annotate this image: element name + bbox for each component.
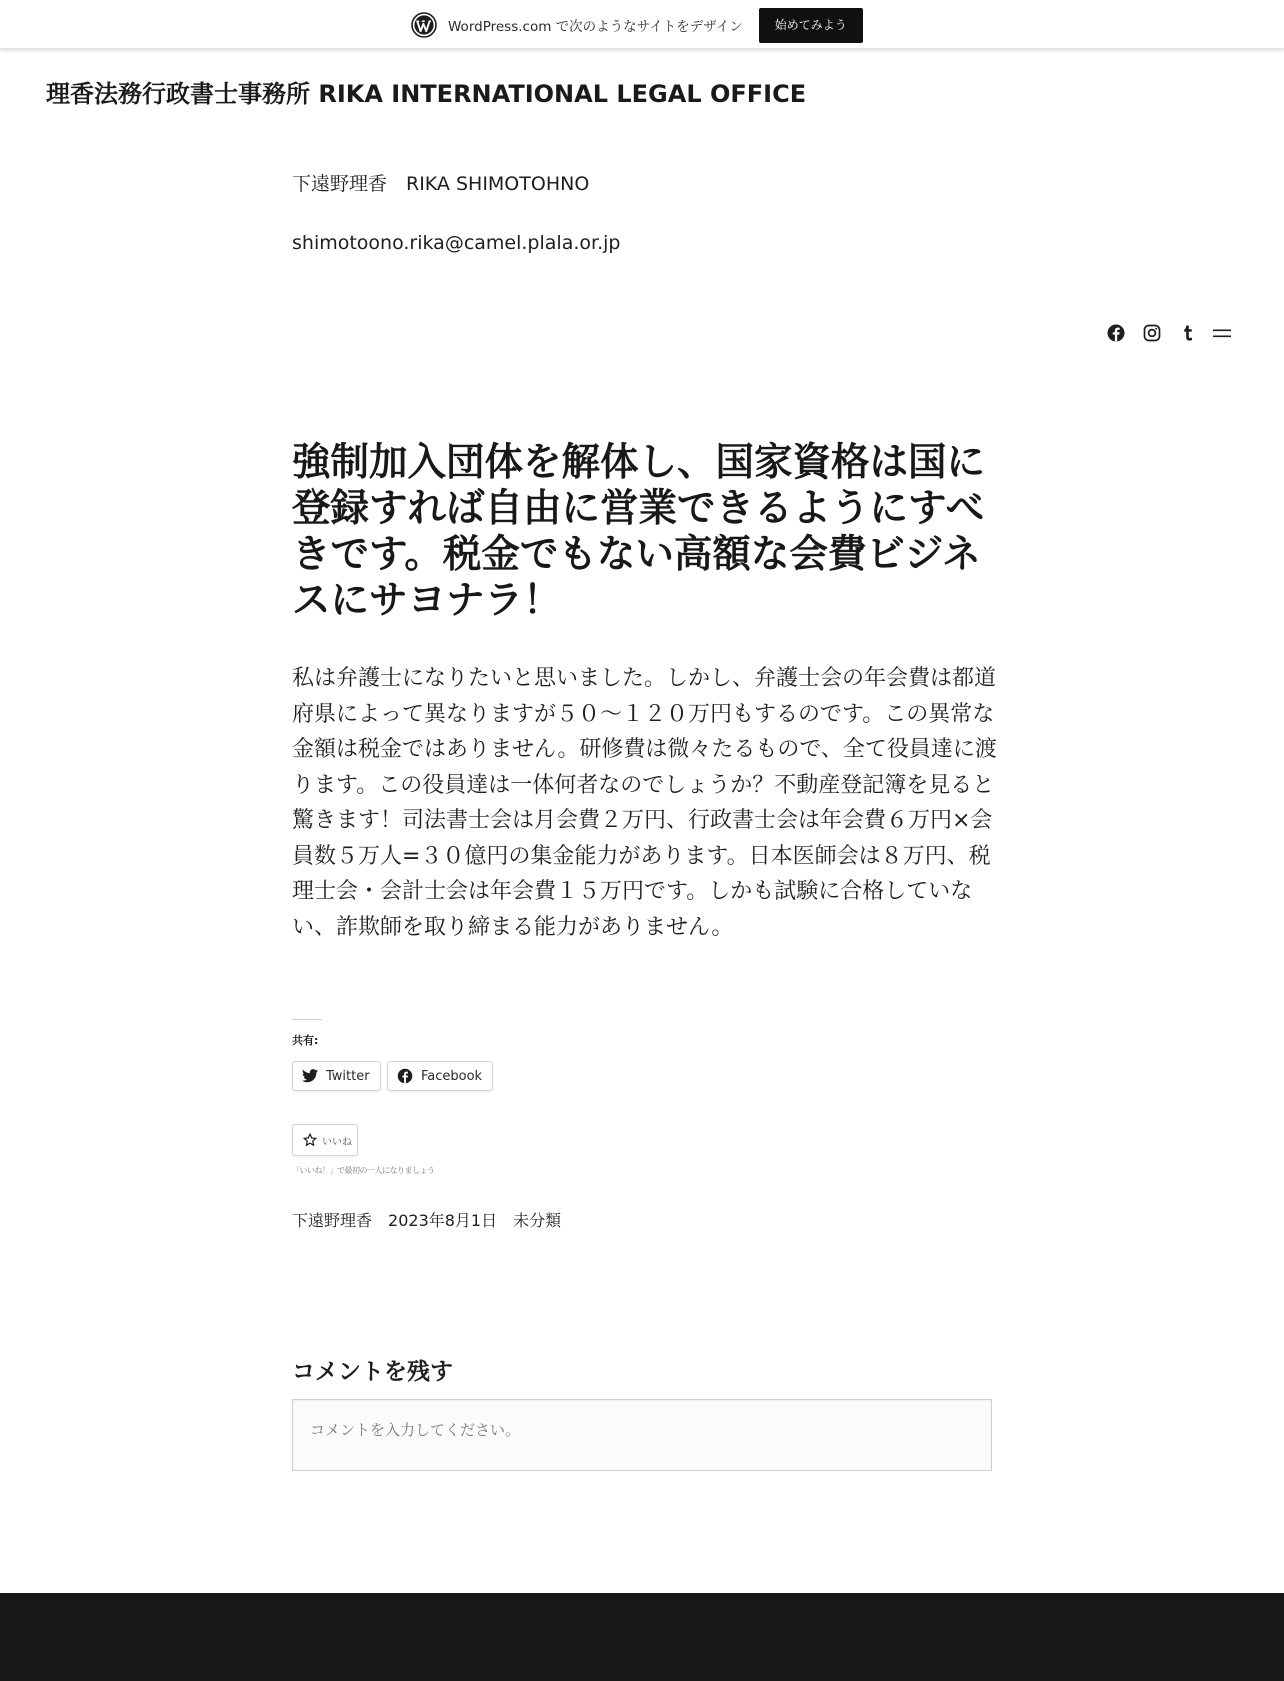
facebook-icon — [397, 1068, 413, 1084]
site-footer — [0, 1593, 1284, 1681]
share-label: 共有: — [292, 1034, 319, 1047]
tumblr-icon[interactable] — [1177, 322, 1199, 344]
comment-input[interactable] — [292, 1399, 992, 1471]
post-author[interactable]: 下遠野理香 — [292, 1211, 373, 1230]
like-label: いいね — [322, 1136, 352, 1148]
site-tagline-author: 下遠野理香 RIKA SHIMOTOHNO — [292, 173, 590, 195]
instagram-icon[interactable] — [1141, 322, 1163, 344]
comment-placeholder: コメントを入力してください。 — [310, 1421, 521, 1439]
like-note: 「いいね！」で最初の一人になりましょう — [292, 1166, 435, 1175]
post-category[interactable]: 未分類 — [513, 1211, 562, 1230]
menu-icon[interactable] — [1213, 322, 1231, 344]
wordpress-logo-icon[interactable] — [411, 12, 437, 38]
post-meta — [292, 1208, 561, 1231]
post-body: 私は弁護士になりたいと思いました。しかし、弁護士会の年会費は都道府県によって異なりますが５０～１２０万円もするのです。この異常な金額は税金ではありません。研修費は微々たるもので、全て役員達に渡ります。この役員達は一体何者なのでしょうか？不動産登記簿を見ると驚きます！司法書士会は月会費２万円、行政書士会は年会費６万円×会員数５万人=３０億円の集金能力があります。日本医師会は８万円、税理士会・会計士会は年会費１５万円です。しかも試験に合格していない、詐欺師を取り締まる能力がありません。 — [292, 666, 997, 940]
twitter-icon — [302, 1069, 318, 1083]
wordpress-banner — [0, 0, 1284, 49]
share-facebook-button[interactable] — [387, 1061, 493, 1091]
facebook-icon[interactable] — [1105, 322, 1127, 344]
share-divider — [292, 1019, 322, 1020]
share-facebook-label: Facebook — [421, 1068, 483, 1084]
site-email: shimotoono.rika@camel.plala.or.jp — [292, 232, 621, 254]
wordpress-banner-text[interactable]: WordPress.com で次のようなサイトをデザイン — [448, 19, 743, 35]
share-twitter-label: Twitter — [326, 1068, 370, 1084]
star-icon — [303, 1133, 317, 1147]
post-title: 強制加入団体を解体し、国家資格は国に登録すれば自由に営業できるようにすべきです。税金でもない高額な会費ビジネスにサヨナラ！ — [292, 440, 986, 623]
comment-heading: コメントを残す — [292, 1359, 453, 1385]
like-button[interactable] — [292, 1124, 358, 1156]
social-links — [1105, 322, 1231, 344]
site-title[interactable]: 理香法務行政書士事務所 RIKA INTERNATIONAL LEGAL OFFICE — [46, 80, 807, 108]
share-twitter-button[interactable] — [292, 1061, 381, 1091]
wordpress-banner-content — [411, 7, 863, 43]
post-date[interactable]: 2023年8月1日 — [388, 1211, 498, 1230]
get-started-button[interactable]: 始めてみよう — [759, 8, 863, 43]
